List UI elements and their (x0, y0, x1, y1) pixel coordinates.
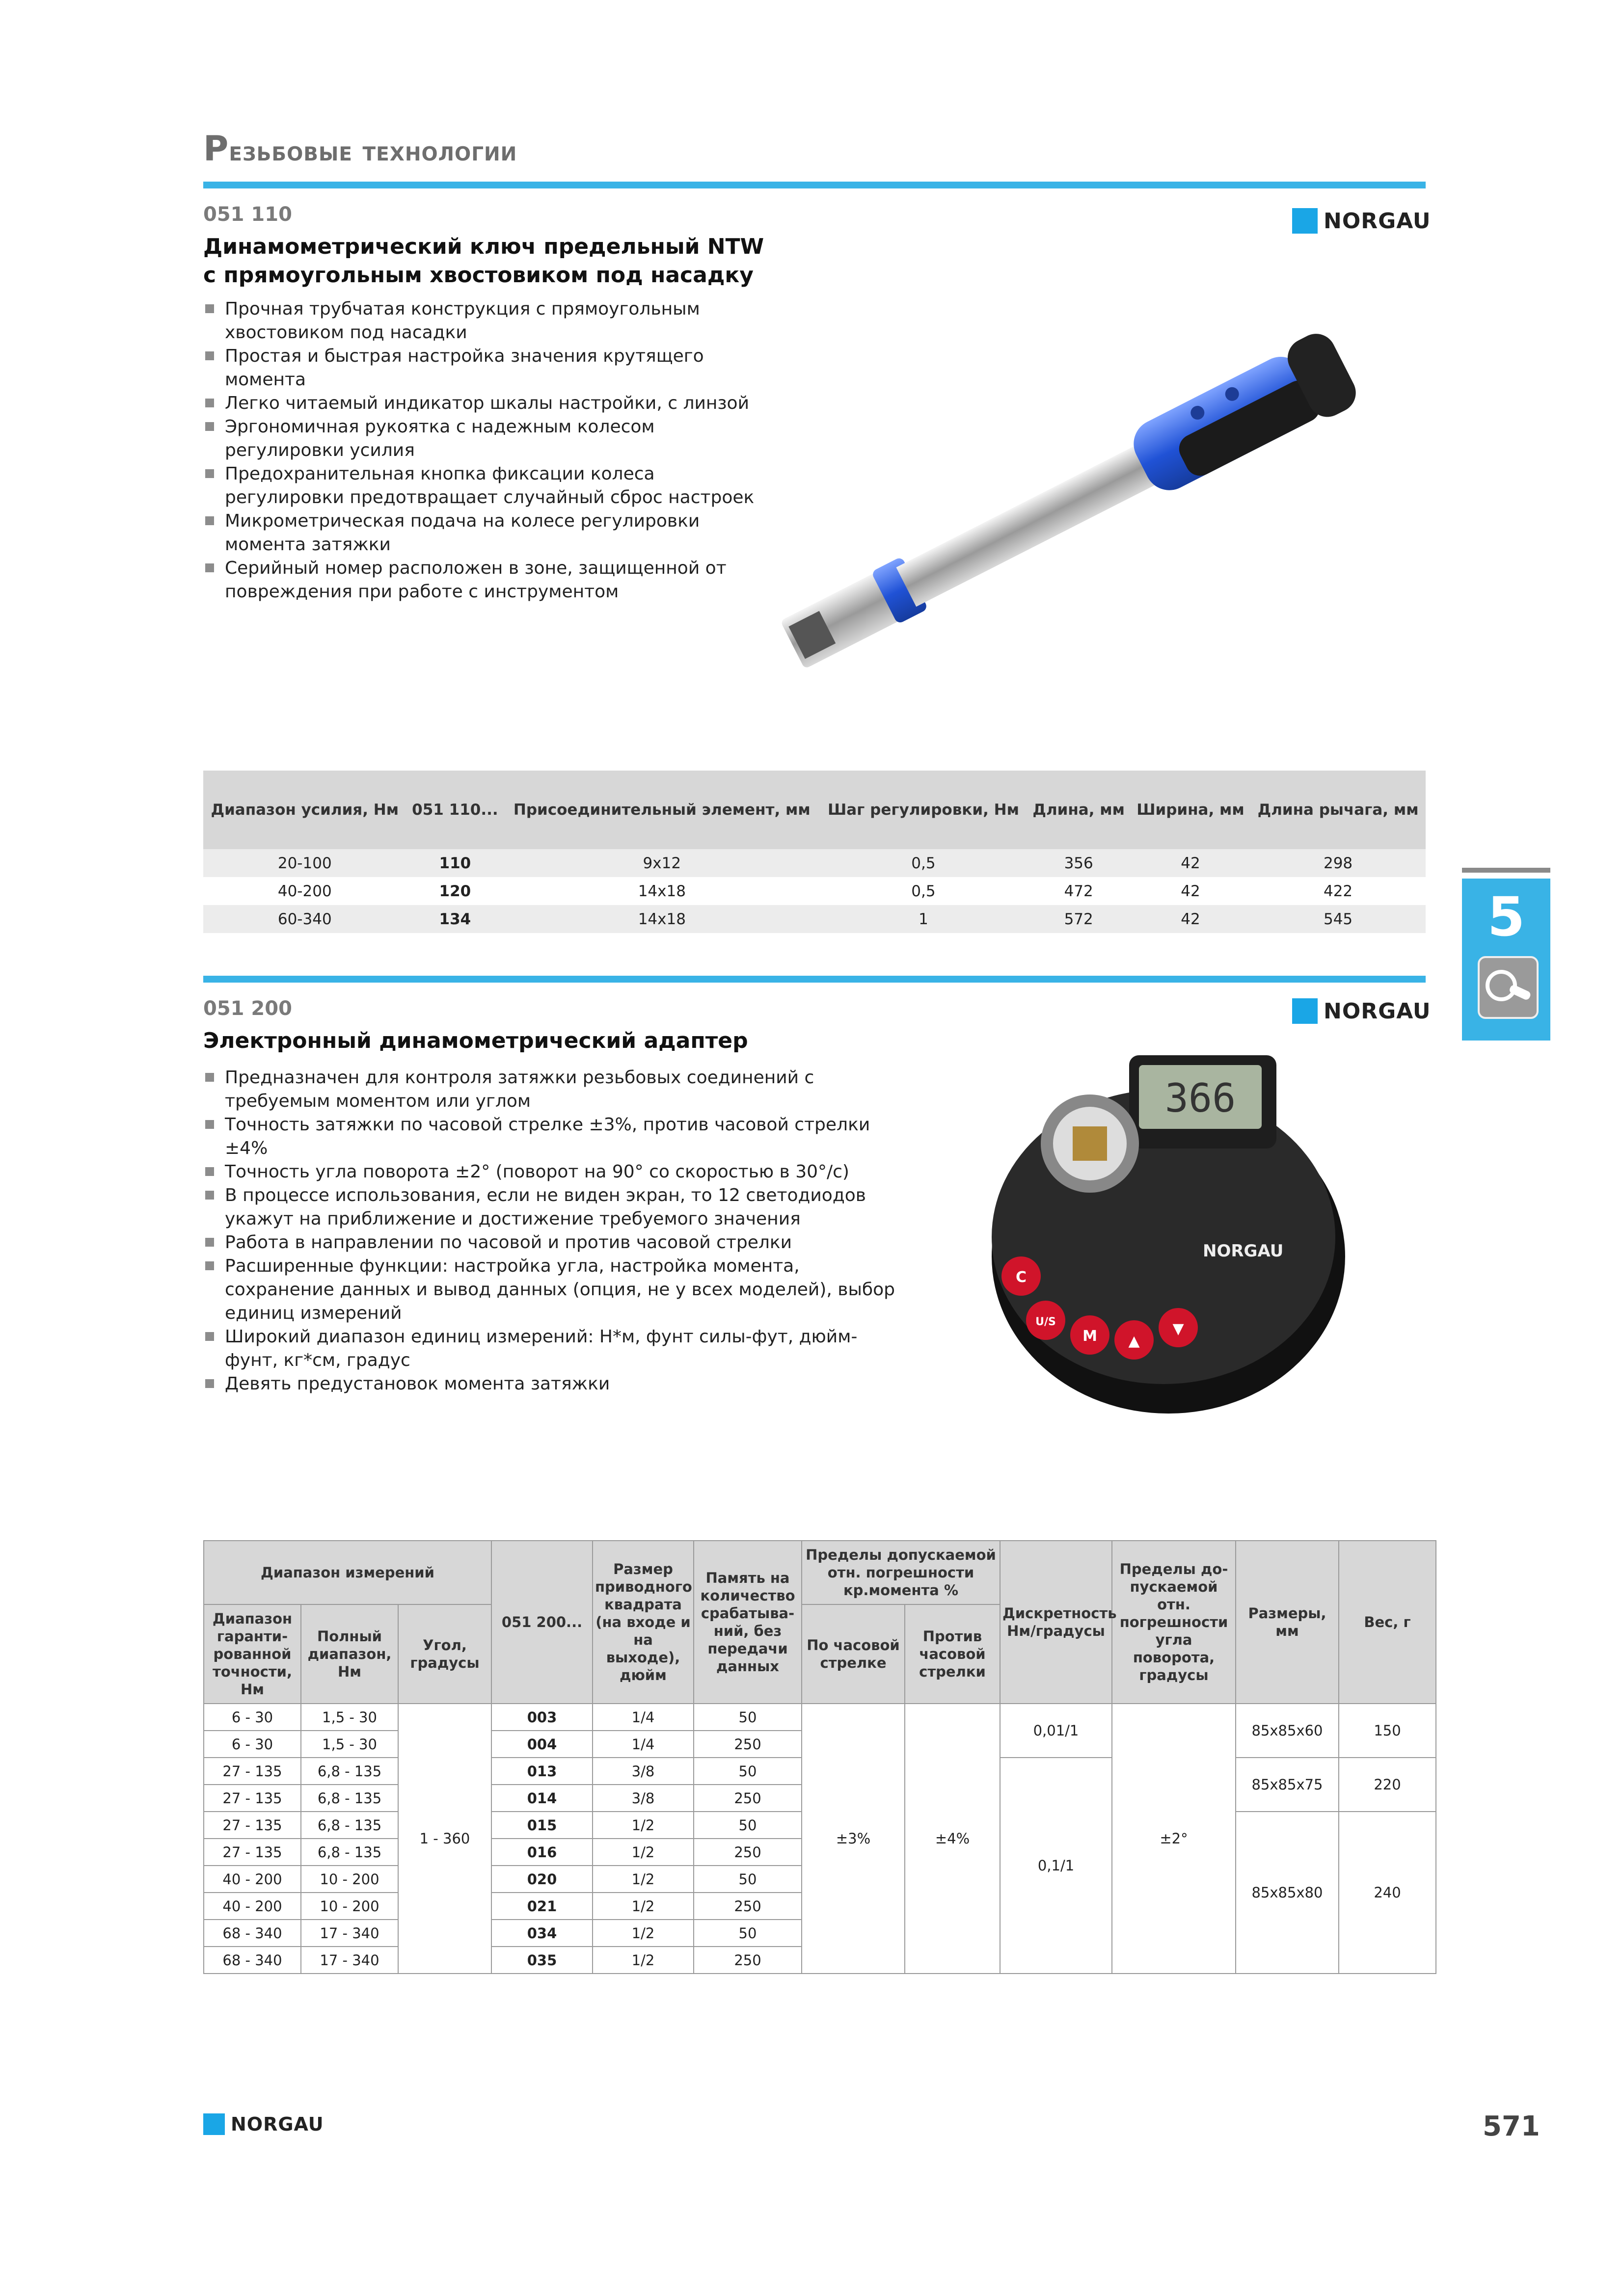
th-angle: Угол, градусы (398, 1604, 491, 1704)
th-dimensions: Размеры, мм (1236, 1541, 1339, 1704)
section-title: Резьбовые технологии (203, 129, 517, 169)
feature-item: Прочная трубчатая конструкция с прямоугольным хвостовиком под насадки (203, 297, 773, 345)
table-header: Длина, мм (1027, 771, 1131, 849)
dims-cell: 85x85x60 (1236, 1704, 1339, 1758)
page-number: 571 (1483, 2110, 1540, 2142)
table-cell: 50 (694, 1758, 802, 1785)
table-cell: 3/8 (593, 1758, 694, 1785)
th-ccw: Против часовой стрелки (905, 1604, 1000, 1704)
code-cell: 004 (491, 1731, 593, 1758)
weight-cell: 240 (1339, 1812, 1436, 1974)
product2-table (203, 1540, 1436, 1974)
table-cell: 50 (694, 1866, 802, 1893)
discreteness-cell: 0,1/1 (1000, 1758, 1112, 1974)
table-cell: 1,5 - 30 (301, 1731, 398, 1758)
weight-cell: 220 (1339, 1758, 1436, 1812)
table-cell: 20-100 (203, 849, 406, 877)
table-cell: 545 (1250, 905, 1426, 933)
table-cell: 9x12 (504, 849, 820, 877)
code-cell: 015 (491, 1812, 593, 1839)
table-cell: 250 (694, 1947, 802, 1974)
th-angle-error: Пределы до-пускаемой отн. погрешности угла поворота, градусы (1112, 1541, 1236, 1704)
brand-square-icon (1292, 998, 1318, 1024)
product1-code: 051 110 (203, 203, 292, 226)
chapter-number: 5 (1487, 885, 1525, 948)
torque-adapter-image (972, 1041, 1355, 1423)
table-cell: 27 - 135 (204, 1758, 301, 1785)
table-cell: 40-200 (277, 882, 332, 900)
m-button-label: M (1082, 1328, 1097, 1345)
table-row (203, 905, 1426, 933)
feature-item: Предохранительная кнопка фиксации колеса регулировки предотвращает случайный сброс настроек (203, 462, 773, 509)
table-cell: 10 - 200 (301, 1893, 398, 1920)
feature-item: Точность затяжки по часовой стрелке ±3%, против часовой стрелки ±4% (203, 1113, 900, 1160)
product2-features (203, 1066, 900, 1396)
ccw-cell: ±4% (905, 1704, 1000, 1974)
weight-cell: 150 (1339, 1704, 1436, 1758)
table-header: Ширина, мм (1131, 771, 1250, 849)
down-button-label: ▼ (1172, 1320, 1184, 1337)
c-button-label: C (1015, 1269, 1027, 1286)
brand-logo-1: NORGAU (1292, 208, 1431, 234)
code-cell: 021 (491, 1893, 593, 1920)
feature-item: Точность угла поворота ±2° (поворот на 90° со скоростью в 30°/с) (203, 1160, 900, 1184)
code-cell: 034 (491, 1920, 593, 1947)
th-weight: Вес, г (1339, 1541, 1436, 1704)
up-button-label: ▲ (1128, 1333, 1140, 1350)
angle-cell: 1 - 360 (398, 1704, 491, 1974)
product1-features (203, 297, 773, 604)
table-row (203, 877, 1426, 905)
table-cell: 27 - 135 (204, 1785, 301, 1812)
table-cell: 14x18 (638, 882, 686, 900)
feature-item: Широкий диапазон единиц измерений: Н*м, фунт силы-фут, дюйм-фунт, кг*см, градус (203, 1325, 900, 1372)
table-cell: 1/4 (593, 1731, 694, 1758)
top-rule (203, 182, 1426, 188)
product2-rule (203, 976, 1426, 983)
table-header: Присоединительный элемент, мм (504, 771, 820, 849)
table-cell: 50 (694, 1812, 802, 1839)
table-cell: 6,8 - 135 (301, 1812, 398, 1839)
angle-error-cell: ±2° (1112, 1704, 1236, 1974)
feature-item: Расширенные функции: настройка угла, настройка момента, сохранение данных и вывод данных (опция, не у всех моделей), выбор единиц измерений (203, 1255, 900, 1325)
feature-item: Эргономичная рукоятка с надежным колесом регулировки усилия (203, 415, 773, 462)
th-square: Размер приводного квадрата (на входе и на выходе), дюйм (593, 1541, 694, 1704)
table-cell: 1/2 (593, 1893, 694, 1920)
table-cell: 40 - 200 (204, 1866, 301, 1893)
table-cell: 17 - 340 (301, 1920, 398, 1947)
table-cell: 250 (694, 1785, 802, 1812)
table-cell: 472 (1064, 882, 1093, 900)
adapter-display: 366 (1164, 1075, 1236, 1121)
table-cell: 250 (694, 1893, 802, 1920)
feature-item: Простая и быстрая настройка значения крутящего момента (203, 345, 773, 392)
table-cell: 356 (1027, 849, 1131, 877)
table-cell: 1/4 (593, 1704, 694, 1731)
feature-item: Микрометрическая подача на колесе регулировки момента затяжки (203, 509, 773, 557)
table-header: Шаг регулировки, Нм (820, 771, 1027, 849)
code-cell: 035 (491, 1947, 593, 1974)
table-cell: 50 (694, 1920, 802, 1947)
th-guaranteed: Диапазон гаранти-рованной точности, Нм (204, 1604, 301, 1704)
code-cell: 016 (491, 1839, 593, 1866)
table-cell: 120 (439, 882, 471, 900)
table-cell: 6,8 - 135 (301, 1839, 398, 1866)
th-discreteness: Дискретность Нм/градусы (1000, 1541, 1112, 1704)
torque-wrench-image (717, 294, 1443, 697)
table-cell: 14x18 (504, 905, 820, 933)
th-memory: Память на количество срабатыва-ний, без передачи данных (694, 1541, 802, 1704)
brand-square-icon (203, 2113, 225, 2135)
product2-code: 051 200 (203, 997, 292, 1020)
table-cell: 60-340 (203, 905, 406, 933)
code-cell: 003 (491, 1704, 593, 1731)
code-cell: 020 (491, 1866, 593, 1893)
table-header: 051 110... (406, 771, 504, 849)
chapter-tab-bar (1462, 868, 1550, 873)
table-cell: 17 - 340 (301, 1947, 398, 1974)
table-cell: 6 - 30 (204, 1731, 301, 1758)
table-cell: 27 - 135 (204, 1839, 301, 1866)
table-cell: 422 (1323, 882, 1353, 900)
table-cell: 250 (694, 1839, 802, 1866)
feature-item: Предназначен для контроля затяжки резьбовых соединений с требуемым моментом или углом (203, 1066, 900, 1113)
table-cell: 1/2 (593, 1839, 694, 1866)
feature-item: Серийный номер расположен в зоне, защищенной от повреждения при работе с инструментом (203, 557, 773, 604)
table-cell: 10 - 200 (301, 1866, 398, 1893)
th-cw: По часовой стрелке (802, 1604, 905, 1704)
table-cell: 1/2 (593, 1947, 694, 1974)
discreteness-cell: 0,01/1 (1000, 1704, 1112, 1758)
table-header: Диапазон усилия, Нм (203, 771, 406, 849)
th-code: 051 200... (491, 1541, 593, 1704)
table-cell: 298 (1250, 849, 1426, 877)
product1-title: Динамометрический ключ предельный NTW с прямоугольным хвостовиком под насадку (203, 234, 764, 288)
feature-item: Девять предустановок момента затяжки (203, 1372, 900, 1396)
feature-item: Легко читаемый индикатор шкалы настройки, с линзой (203, 392, 773, 415)
table-cell: 110 (406, 849, 504, 877)
adapter-brand: NORGAU (1203, 1241, 1284, 1261)
table-cell: 1/2 (593, 1920, 694, 1947)
table-cell: 6,8 - 135 (301, 1758, 398, 1785)
feature-item: В процессе использования, если не виден экран, то 12 светодиодов укажут на приближение и достижение требуемого значения (203, 1184, 900, 1231)
chapter-tab[interactable] (1462, 879, 1550, 1041)
table-header: Длина рычага, мм (1250, 771, 1426, 849)
table-cell: 50 (694, 1704, 802, 1731)
table-cell: 27 - 135 (204, 1812, 301, 1839)
table-cell: 40 - 200 (204, 1893, 301, 1920)
table-cell: 1/2 (593, 1866, 694, 1893)
us-button-label: U/S (1035, 1316, 1056, 1328)
cw-cell: ±3% (802, 1704, 905, 1974)
table-cell: 68 - 340 (204, 1947, 301, 1974)
th-range-group: Диапазон измерений (204, 1541, 491, 1604)
footer-brand: NORGAU (203, 2113, 324, 2135)
table-cell: 0,5 (911, 882, 936, 900)
table-cell: 3/8 (593, 1785, 694, 1812)
table-cell: 572 (1027, 905, 1131, 933)
dims-cell: 85x85x80 (1236, 1812, 1339, 1974)
table-cell: 0,5 (820, 849, 1027, 877)
table-cell: 6 - 30 (204, 1704, 301, 1731)
wrench-nut-icon (1478, 956, 1539, 1019)
table-cell: 1/2 (593, 1812, 694, 1839)
product2-title: Электронный динамометрический адаптер (203, 1028, 748, 1053)
table-row (203, 849, 1426, 877)
code-cell: 014 (491, 1785, 593, 1812)
feature-item: Работа в направлении по часовой и против часовой стрелки (203, 1231, 900, 1255)
th-error-group: Пределы допускаемой отн. погрешности кр.момента % (802, 1541, 1000, 1604)
table-cell: 1 (820, 905, 1027, 933)
table-cell: 1,5 - 30 (301, 1704, 398, 1731)
table-cell: 134 (406, 905, 504, 933)
brand-logo-2: NORGAU (1292, 998, 1431, 1024)
brand-square-icon (1292, 208, 1318, 234)
table-cell: 68 - 340 (204, 1920, 301, 1947)
table-cell: 6,8 - 135 (301, 1785, 398, 1812)
table-cell: 42 (1131, 905, 1250, 933)
dims-cell: 85x85x75 (1236, 1758, 1339, 1812)
table-cell: 42 (1131, 849, 1250, 877)
th-full: Полный диапазон, Нм (301, 1604, 398, 1704)
code-cell: 013 (491, 1758, 593, 1785)
table-cell: 250 (694, 1731, 802, 1758)
table-cell: 42 (1181, 882, 1200, 900)
product1-table (203, 771, 1426, 933)
